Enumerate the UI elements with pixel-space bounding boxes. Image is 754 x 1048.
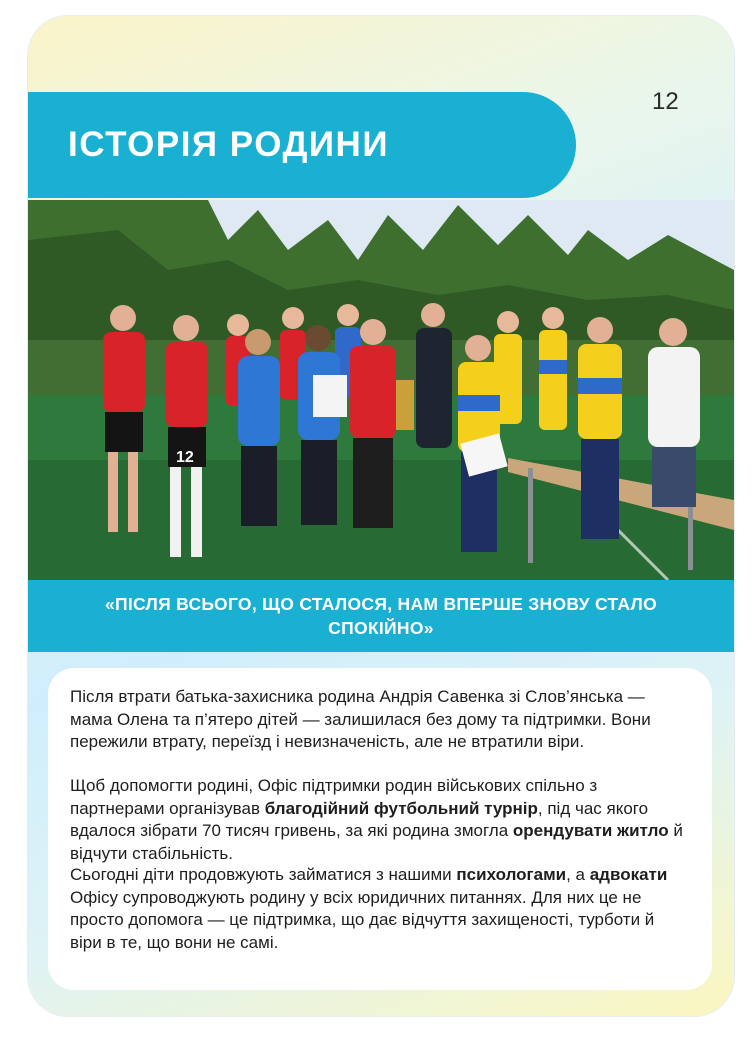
story-text-box [48, 668, 712, 990]
team-photo [28, 200, 734, 580]
highlight-housing: орендувати житло [512, 821, 669, 840]
page-number: 12 [652, 88, 679, 115]
page-card [28, 16, 734, 1016]
quote-banner [28, 580, 734, 652]
highlight-tournament: благодійний футбольний турнір [264, 798, 538, 818]
text-span: й відчути стабільність. [70, 821, 683, 863]
text-span: Сьогодні діти продовжують займатися з нашими [70, 865, 457, 884]
story-paragraph-3 [70, 864, 690, 954]
text-span: Щоб допомогти родині, Офіс підтримки родин військових спільно з партнерами організував [70, 776, 598, 818]
highlight-psychologists: психологами [456, 865, 567, 884]
story-paragraph-1: Після втрати батька-захисника родина Андрія Савенка зі Слов’янська — мама Олена та п’ятеро дітей — залишилася без дому та підтримки. Вони пережили втрату, переїзд і невизначеність, але не втратили віри. [70, 687, 651, 751]
jersey-number: 12 [176, 449, 194, 466]
story-paragraph-2 [70, 775, 690, 865]
text-span: Офісу супроводжують родину у всіх юридичних питаннях. Для них це не просто допомога — це підтримка, що дає відчуття захищеності, турботи й віри в те, що вони не самі. [70, 887, 655, 952]
text-span: , а [566, 865, 590, 884]
highlight-lawyers: адвокати [589, 865, 668, 884]
page-title: ІСТОРІЯ РОДИНИ [68, 125, 389, 164]
pull-quote: «ПІСЛЯ ВСЬОГО, ЩО СТАЛОСЯ, НАМ ВПЕРШЕ ЗНОВУ СТАЛО СПОКІЙНО» [104, 594, 658, 638]
title-banner [28, 92, 576, 198]
text-span: , під час якого вдалося зібрати 70 тисяч гривень, за які родина змогла [70, 798, 649, 840]
